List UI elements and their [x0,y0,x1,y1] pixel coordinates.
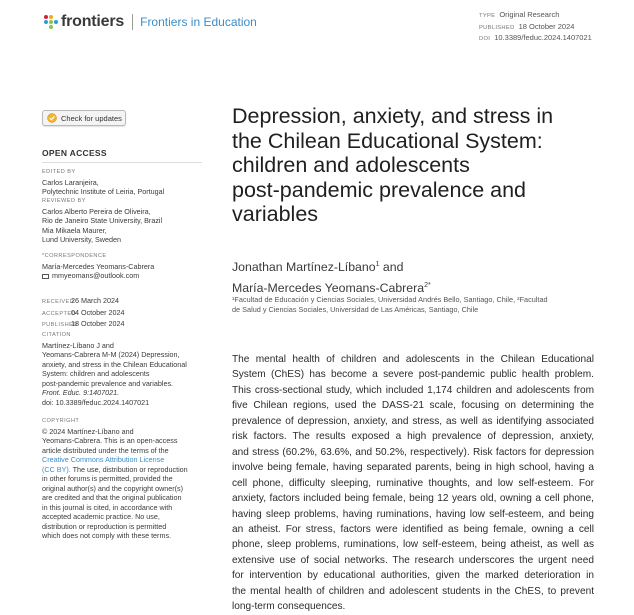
citation-line: Yeomans-Cabrera M-M (2024) Depression, [42,350,180,359]
citation-line: Front. Educ. 9:1407021. [42,388,120,397]
abstract-line: involve being female, having separated parents, being in high school, having a [232,462,594,474]
meta-type-value: Original Research [499,10,560,19]
dates-section [42,296,202,331]
title-line: the Chilean Educational System: [232,128,543,153]
reviewer-affiliation: Rio de Janeiro State University, Brazil [42,216,163,225]
copyright-text: The use, distribution or reproduction [70,464,188,474]
abstract-line: long-term consequences. [232,601,346,613]
copyright-label: COPYRIGHT [42,418,80,424]
copyright-line: in this journal is cited, in accordance with [42,502,173,512]
abstract-line: and stress (60.2%, 63.6%, and 50.2%, respectively). Risk factors for depression [232,446,594,458]
meta-doi-value[interactable]: 10.3389/feduc.2024.1407021 [494,33,592,42]
citation-line: anxiety, and stress in the Chilean Educational [42,359,187,369]
editor-affiliation: Polytechnic Institute of Leiria, Portugal [42,187,165,196]
author-separator: and [379,260,404,275]
copyright-line: which does not comply with these terms. [42,531,172,540]
abstract-line: cell phone, difficulty sleeping, ruminative thoughts, and low self-esteem. For [232,477,594,489]
citation-label: CITATION [42,332,71,338]
meta-published-value: 18 October 2024 [518,21,575,31]
correspondence-email-row[interactable] [42,271,202,281]
abstract-line: phone, sleep problems, ruminations, low self-esteem, being atheist, as well as [232,539,594,551]
correspondence-section [42,252,202,281]
abstract-line: prevalence of depression, anxiety, and stress, as well as identifying associated [232,415,594,427]
affiliation-line: ¹Facultad de Educación y Ciencias Sociales, Universidad Andrés Bello, Santiago, Chile, ²Facultad [232,295,548,304]
reviewer-name: Carlos Alberto Pereira de Oliveira, [42,206,151,216]
brand-name: frontiers [61,13,125,30]
edited-by-section [42,162,202,197]
article-authors [232,256,612,297]
article-title [232,104,612,227]
title-line: variables [232,202,319,226]
abstract-line: risk factors. The results exposed a high prevalence of depression, anxiety, [232,431,594,443]
author-name[interactable]: Jonathan Martínez-Líbano [232,260,376,275]
correspondence-label: *CORRESPONDENCE [42,253,107,259]
citation-line: Martínez-Líbano J and [42,340,114,350]
frontiers-logo-icon [44,15,58,29]
copyright-line: in other forums is permitted, provided the [42,474,173,483]
copyright-line: article distributed under the terms of the [42,445,169,455]
copyright-line [42,465,202,475]
author-affiliations [232,295,584,314]
check-for-updates-button[interactable] [42,110,126,126]
abstract [232,352,594,615]
journal-brand [44,13,257,31]
edited-by-label: EDITED BY [42,169,76,175]
meta-doi-label: DOI [479,36,491,42]
copyright-section [42,417,202,541]
copyright-line: original author(s) and the copyright owner(s) [42,483,184,493]
correspondence-name: María-Mercedes Yeomans-Cabrera [42,261,155,271]
accepted-date: 04 October 2024 [71,307,125,317]
abstract-line: five Chilean regions, used the DASS-21 scale, focusing on determining the [232,400,594,412]
abstract-line: The mental health of children and adolescents in the Chilean Educational [232,354,594,365]
abstract-line: anxiety, factors included being female, being 12 years old, owning a cell phone, [232,493,594,505]
license-link[interactable]: Creative Commons Attribution License [42,455,165,464]
title-line: children and adolescents [232,153,470,177]
citation-line: System: children and adolescents [42,369,150,378]
abstract-line: This cross-sectional study, which included 1,174 children and adolescents from [232,384,594,396]
citation-line: doi: 10.3389/feduc.2024.1407021 [42,397,150,407]
article-meta [479,10,592,45]
meta-published-label: PUBLISHED [479,24,515,31]
journal-name[interactable]: Frontiers in Education [140,15,257,29]
reviewed-by-section [42,197,202,245]
published-date: 18 October 2024 [71,319,125,328]
copyright-line: distribution or reproduction is permitted [42,521,167,531]
accepted-label: ACCEPTED [42,310,77,317]
reviewer-name: Mia Mikaela Maurer, [42,225,107,235]
update-check-icon [47,113,57,123]
brand-divider [132,14,133,30]
received-date: 26 March 2024 [71,296,119,305]
abstract-line: System (ChES) has become a severe post-pandemic public health problem. [232,369,594,381]
author-affiliation-mark: 1 [375,261,380,268]
meta-type-label: TYPE [479,13,496,19]
abstract-line: an atheist. For stress, factors were identified as being female, owning a cell [232,523,594,535]
affiliation-line: de Salud y Ciencias Sociales, Universidad de Las Américas, Santiago, Chile [232,304,479,314]
title-line: post-pandemic prevalence and [232,177,527,202]
reviewer-affiliation: Lund University, Sweden [42,235,121,244]
abstract-line: for intervention by educational authorities, given the marked deterioration in [232,570,594,582]
open-access-label: OPEN ACCESS [42,148,107,158]
email-icon [42,274,49,279]
check-for-updates-label: Check for updates [61,113,122,123]
citation-line: post-pandemic prevalence and variables. [42,378,174,388]
author-name[interactable]: María-Mercedes Yeomans-Cabrera [232,280,425,295]
title-line: Depression, anxiety, and stress in [232,104,554,128]
copyright-line: Yeomans-Cabrera. This is an open-access [42,436,178,445]
published-label: PUBLISHED [42,322,78,328]
reviewed-by-label: REVIEWED BY [42,198,86,204]
correspondence-email[interactable]: mmyeomans@outlook.com [52,271,140,280]
author-affiliation-mark: 2* [424,281,431,289]
received-label: RECEIVED [42,299,75,305]
license-cc-by-link[interactable]: (CC BY). [42,464,71,474]
copyright-line: are credited and that the original publication [42,493,182,502]
copyright-line: © 2024 Martínez-Líbano and [42,426,134,436]
editor-name: Carlos Laranjeira, [42,177,99,187]
abstract-line: extensive use of social networks. The research underscores the urgent need [232,554,594,566]
copyright-line: accepted academic practice. No use, [42,512,160,521]
abstract-line: having sleep problems, having ruminations, having low self-esteem, and being [232,508,594,520]
abstract-line: the mental health of children and adolescent students in the ChES, to prevent [232,585,594,597]
citation-section [42,331,202,407]
